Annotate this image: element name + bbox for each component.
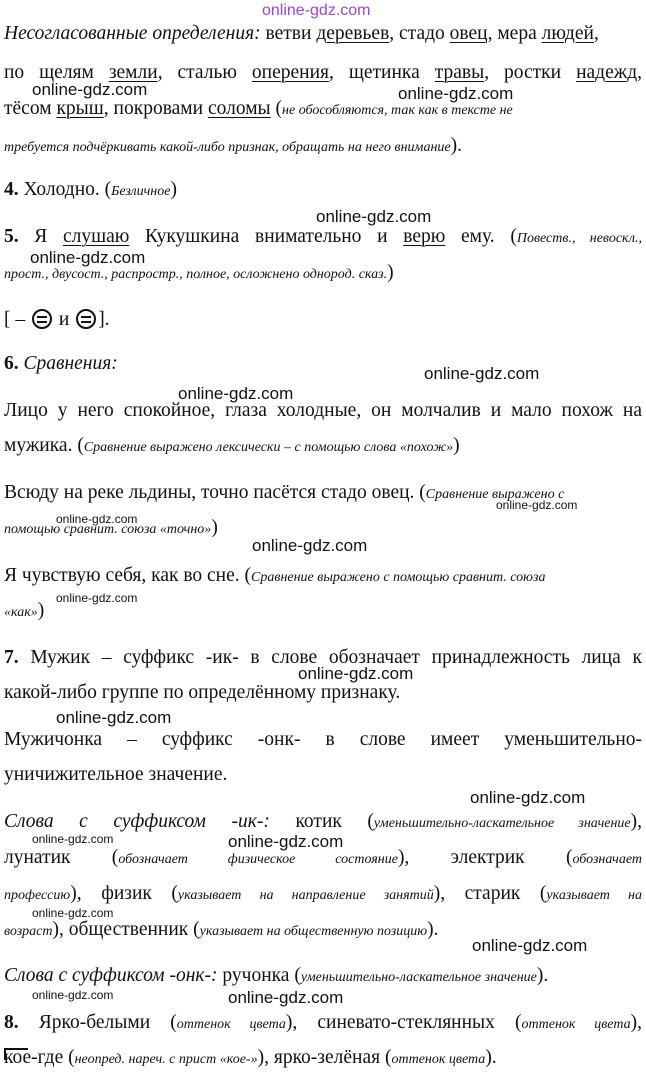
item-6: 6. Сравнения: xyxy=(4,353,118,374)
watermark: online-gdz.com xyxy=(178,384,294,403)
watermark: online-gdz.com xyxy=(56,512,138,526)
text-line-10: Лицо у него спокойное, глаза холодные, он молчалив и мало похож на xyxy=(4,400,642,421)
text-line-11: мужика. (Сравнение выражено лексически – с помощью слова «похож») xyxy=(4,435,460,456)
text-line-1: Несогласованные определения: ветви деревьев, стадо овец, мера людей, xyxy=(4,23,599,44)
watermark: online-gdz.com xyxy=(32,906,114,920)
watermark: online-gdz.com xyxy=(424,364,540,383)
watermark: online-gdz.com xyxy=(298,664,414,683)
text-line-23: возраст), общественник (указывает на общественную позицию). xyxy=(4,919,439,940)
text-line-15: «как») xyxy=(4,600,45,621)
text-line-21: лунатик (обозначает физическое состояние), электрик (обозначает xyxy=(4,847,642,868)
text-line-14: Я чувствую себя, как во сне. (Сравнение выражено с помощью сравнит. союза xyxy=(4,565,546,586)
predicate-circle-icon xyxy=(76,309,96,329)
watermark: online-gdz.com xyxy=(496,498,578,512)
text-line-17: какой-либо группе по определённому признаку. xyxy=(4,682,401,703)
watermark: online-gdz.com xyxy=(228,988,344,1007)
watermark: online-gdz.com xyxy=(228,832,344,851)
watermark: online-gdz.com xyxy=(262,2,371,19)
text-line-13: помощью сравнит. союза «точно») xyxy=(4,517,218,538)
watermark: online-gdz.com xyxy=(32,832,114,846)
item-5: 5. Я слушаю Кукушкина внимательно и верю ему. (Повеств., невоскл., xyxy=(4,226,642,247)
text-line-4: требуется подчёркивать какой-либо признак, обращать на него внимание). xyxy=(4,135,462,156)
text-line-12: Всюду на реке льдины, точно пасётся стадо овец. (Сравнение выражено с xyxy=(4,482,565,503)
text-line-3: тёсом крыш, покровами соломы (не обособляются, так как в тексте не xyxy=(4,98,513,119)
watermark: online-gdz.com xyxy=(32,988,114,1002)
watermark: online-gdz.com xyxy=(30,248,146,267)
text-line-7: прост., двусост., распростр., полное, осложнено однород. сказ.) xyxy=(4,262,394,283)
text-line-19: уничижительное значение. xyxy=(4,764,228,785)
predicate-circle-icon xyxy=(32,309,52,329)
text-line-20: Слова с суффиксом -ик-: котик (уменьшительно-ласкательное значение), xyxy=(4,811,643,832)
text-line-26: кое-где (неопред. нареч. с прист «кое-»), ярко-зелёная (оттенок цвета). xyxy=(4,1047,497,1068)
item-7: 7. Мужик – суффикс -ик- в слове обозначает принадлежность лица к xyxy=(4,647,642,668)
item-4: 4. Холодно. (Безличное) xyxy=(4,179,177,200)
text-line-2: по щелям земли, сталью оперения, щетинка травы, ростки надежд, xyxy=(4,62,642,83)
watermark: online-gdz.com xyxy=(32,80,148,99)
item-8: 8. Ярко-белыми (оттенок цвета), синевато-стеклянных (оттенок цвета), xyxy=(4,1012,642,1033)
watermark: online-gdz.com xyxy=(56,591,138,605)
watermark: online-gdz.com xyxy=(316,207,432,226)
watermark: online-gdz.com xyxy=(472,936,588,955)
watermark: online-gdz.com xyxy=(56,708,172,727)
text-line-24: Слова с суффиксом -онк-: ручонка (уменьшительно-ласкательное значение). xyxy=(4,965,549,986)
watermark: online-gdz.com xyxy=(398,84,514,103)
watermark: online-gdz.com xyxy=(252,536,368,555)
text-line-22: профессию), физик (указывает на направление занятий), старик (указывает на xyxy=(4,883,642,904)
watermark: online-gdz.com xyxy=(470,788,586,807)
text-line-18: Мужичонка – суффикс -онк- в слове имеет уменьшительно- xyxy=(4,729,642,750)
sentence-scheme: [ – и ]. xyxy=(4,309,110,330)
